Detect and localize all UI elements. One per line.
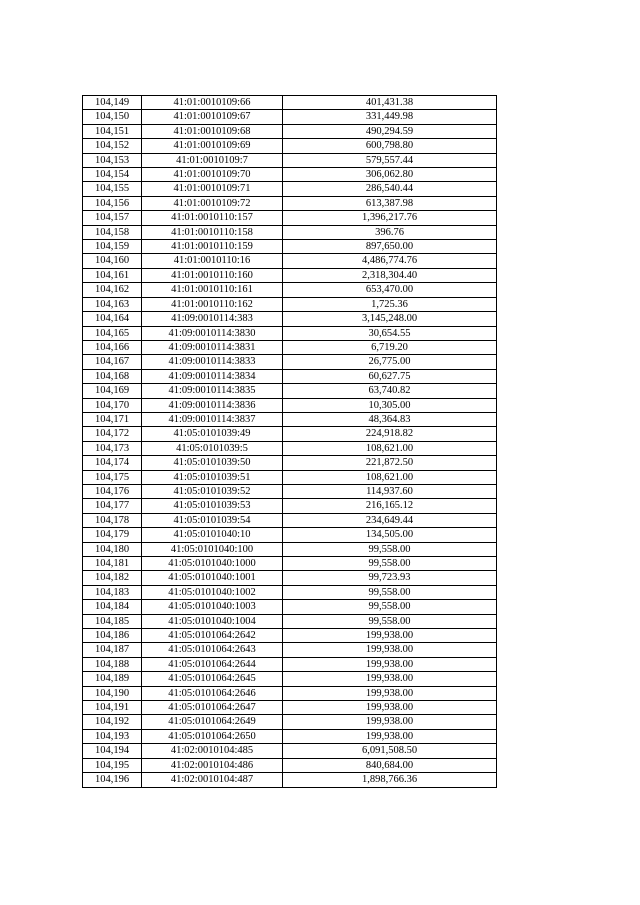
cadastral-number-cell: 41:01:0010110:159 xyxy=(142,240,283,254)
row-number-cell: 104,195 xyxy=(83,758,142,772)
cadastral-number-cell: 41:05:0101064:2645 xyxy=(142,672,283,686)
cadastral-number-cell: 41:01:0010109:70 xyxy=(142,168,283,182)
row-number-cell: 104,152 xyxy=(83,139,142,153)
value-cell: 99,558.00 xyxy=(283,557,497,571)
table-row xyxy=(83,701,497,715)
value-cell: 286,540.44 xyxy=(283,182,497,196)
cadastral-number-cell: 41:01:0010109:68 xyxy=(142,124,283,138)
row-number-cell: 104,163 xyxy=(83,297,142,311)
cadastral-number-cell: 41:01:0010110:161 xyxy=(142,283,283,297)
table-row xyxy=(83,557,497,571)
value-cell: 396.76 xyxy=(283,225,497,239)
cadastral-number-cell: 41:05:0101039:52 xyxy=(142,484,283,498)
table-row xyxy=(83,744,497,758)
value-cell: 216,165.12 xyxy=(283,499,497,513)
cadastral-number-cell: 41:05:0101064:2649 xyxy=(142,715,283,729)
cadastral-number-cell: 41:09:0010114:3834 xyxy=(142,369,283,383)
cadastral-number-cell: 41:05:0101064:2647 xyxy=(142,701,283,715)
row-number-cell: 104,153 xyxy=(83,153,142,167)
table-row xyxy=(83,326,497,340)
table-row xyxy=(83,369,497,383)
value-cell: 199,938.00 xyxy=(283,729,497,743)
table-row xyxy=(83,657,497,671)
row-number-cell: 104,182 xyxy=(83,571,142,585)
value-cell: 306,062.80 xyxy=(283,168,497,182)
table-row xyxy=(83,384,497,398)
row-number-cell: 104,196 xyxy=(83,773,142,787)
row-number-cell: 104,190 xyxy=(83,686,142,700)
table-row xyxy=(83,96,497,110)
table-row xyxy=(83,110,497,124)
row-number-cell: 104,165 xyxy=(83,326,142,340)
value-cell: 99,558.00 xyxy=(283,542,497,556)
row-number-cell: 104,178 xyxy=(83,513,142,527)
row-number-cell: 104,189 xyxy=(83,672,142,686)
cadastral-number-cell: 41:01:0010109:71 xyxy=(142,182,283,196)
cadastral-number-cell: 41:05:0101064:2643 xyxy=(142,643,283,657)
row-number-cell: 104,167 xyxy=(83,355,142,369)
cadastral-number-cell: 41:02:0010104:486 xyxy=(142,758,283,772)
cadastral-number-cell: 41:05:0101039:54 xyxy=(142,513,283,527)
row-number-cell: 104,166 xyxy=(83,340,142,354)
cadastral-number-cell: 41:09:0010114:3836 xyxy=(142,398,283,412)
row-number-cell: 104,192 xyxy=(83,715,142,729)
value-cell: 3,145,248.00 xyxy=(283,312,497,326)
cadastral-number-cell: 41:05:0101064:2642 xyxy=(142,629,283,643)
table-row xyxy=(83,729,497,743)
table-row xyxy=(83,513,497,527)
cadastral-number-cell: 41:01:0010109:69 xyxy=(142,139,283,153)
value-cell: 490,294.59 xyxy=(283,124,497,138)
value-cell: 99,558.00 xyxy=(283,585,497,599)
value-cell: 30,654.55 xyxy=(283,326,497,340)
cadastral-number-cell: 41:09:0010114:3830 xyxy=(142,326,283,340)
cadastral-number-cell: 41:01:0010110:16 xyxy=(142,254,283,268)
table-row xyxy=(83,686,497,700)
table-row xyxy=(83,600,497,614)
row-number-cell: 104,176 xyxy=(83,484,142,498)
row-number-cell: 104,160 xyxy=(83,254,142,268)
value-cell: 840,684.00 xyxy=(283,758,497,772)
table-row xyxy=(83,254,497,268)
table-row xyxy=(83,240,497,254)
row-number-cell: 104,173 xyxy=(83,441,142,455)
table-row xyxy=(83,456,497,470)
cadastral-number-cell: 41:01:0010110:160 xyxy=(142,268,283,282)
value-cell: 600,798.80 xyxy=(283,139,497,153)
table-row xyxy=(83,484,497,498)
table-row xyxy=(83,124,497,138)
table-row xyxy=(83,355,497,369)
cadastral-number-cell: 41:05:0101039:49 xyxy=(142,427,283,441)
row-number-cell: 104,157 xyxy=(83,211,142,225)
table-row xyxy=(83,153,497,167)
cadastral-number-cell: 41:02:0010104:487 xyxy=(142,773,283,787)
table-row xyxy=(83,139,497,153)
cadastral-number-cell: 41:01:0010109:7 xyxy=(142,153,283,167)
row-number-cell: 104,149 xyxy=(83,96,142,110)
row-number-cell: 104,181 xyxy=(83,557,142,571)
table-row xyxy=(83,268,497,282)
table-row xyxy=(83,542,497,556)
cadastral-number-cell: 41:09:0010114:383 xyxy=(142,312,283,326)
value-cell: 199,938.00 xyxy=(283,701,497,715)
row-number-cell: 104,171 xyxy=(83,412,142,426)
value-cell: 4,486,774.76 xyxy=(283,254,497,268)
cadastral-number-cell: 41:01:0010110:158 xyxy=(142,225,283,239)
row-number-cell: 104,175 xyxy=(83,470,142,484)
table-row xyxy=(83,427,497,441)
table-row xyxy=(83,340,497,354)
row-number-cell: 104,169 xyxy=(83,384,142,398)
cadastral-number-cell: 41:05:0101039:5 xyxy=(142,441,283,455)
row-number-cell: 104,185 xyxy=(83,614,142,628)
table-row xyxy=(83,672,497,686)
value-cell: 234,649.44 xyxy=(283,513,497,527)
row-number-cell: 104,154 xyxy=(83,168,142,182)
value-cell: 199,938.00 xyxy=(283,643,497,657)
table-row xyxy=(83,528,497,542)
cadastral-number-cell: 41:01:0010109:67 xyxy=(142,110,283,124)
cadastral-number-cell: 41:05:0101040:1002 xyxy=(142,585,283,599)
table-row xyxy=(83,571,497,585)
cadastral-number-cell: 41:05:0101064:2644 xyxy=(142,657,283,671)
row-number-cell: 104,170 xyxy=(83,398,142,412)
cadastral-number-cell: 41:09:0010114:3837 xyxy=(142,412,283,426)
cadastral-number-cell: 41:01:0010110:157 xyxy=(142,211,283,225)
row-number-cell: 104,193 xyxy=(83,729,142,743)
table-row xyxy=(83,499,497,513)
table-row xyxy=(83,196,497,210)
value-cell: 6,719.20 xyxy=(283,340,497,354)
value-cell: 401,431.38 xyxy=(283,96,497,110)
table-row xyxy=(83,412,497,426)
value-cell: 10,305.00 xyxy=(283,398,497,412)
cadastral-number-cell: 41:05:0101064:2646 xyxy=(142,686,283,700)
table-row xyxy=(83,470,497,484)
row-number-cell: 104,164 xyxy=(83,312,142,326)
cadastral-number-cell: 41:05:0101040:10 xyxy=(142,528,283,542)
cadastral-number-cell: 41:05:0101040:1004 xyxy=(142,614,283,628)
value-cell: 99,723.93 xyxy=(283,571,497,585)
cadastral-number-cell: 41:09:0010114:3833 xyxy=(142,355,283,369)
value-cell: 199,938.00 xyxy=(283,686,497,700)
cadastral-number-cell: 41:09:0010114:3831 xyxy=(142,340,283,354)
row-number-cell: 104,161 xyxy=(83,268,142,282)
value-cell: 108,621.00 xyxy=(283,441,497,455)
value-cell: 114,937.60 xyxy=(283,484,497,498)
value-cell: 60,627.75 xyxy=(283,369,497,383)
table-row xyxy=(83,225,497,239)
row-number-cell: 104,150 xyxy=(83,110,142,124)
value-cell: 224,918.82 xyxy=(283,427,497,441)
row-number-cell: 104,186 xyxy=(83,629,142,643)
value-cell: 48,364.83 xyxy=(283,412,497,426)
table-row xyxy=(83,211,497,225)
value-cell: 2,318,304.40 xyxy=(283,268,497,282)
value-cell: 99,558.00 xyxy=(283,614,497,628)
row-number-cell: 104,151 xyxy=(83,124,142,138)
row-number-cell: 104,179 xyxy=(83,528,142,542)
cadastral-value-table xyxy=(82,95,497,788)
row-number-cell: 104,159 xyxy=(83,240,142,254)
row-number-cell: 104,174 xyxy=(83,456,142,470)
row-number-cell: 104,162 xyxy=(83,283,142,297)
table-body xyxy=(83,96,497,788)
table-row xyxy=(83,773,497,787)
row-number-cell: 104,187 xyxy=(83,643,142,657)
table-row xyxy=(83,629,497,643)
cadastral-number-cell: 41:01:0010109:72 xyxy=(142,196,283,210)
cadastral-number-cell: 41:05:0101040:1003 xyxy=(142,600,283,614)
cadastral-number-cell: 41:01:0010109:66 xyxy=(142,96,283,110)
cadastral-number-cell: 41:05:0101040:100 xyxy=(142,542,283,556)
cadastral-number-cell: 41:05:0101040:1000 xyxy=(142,557,283,571)
row-number-cell: 104,155 xyxy=(83,182,142,196)
value-cell: 1,396,217.76 xyxy=(283,211,497,225)
value-cell: 63,740.82 xyxy=(283,384,497,398)
table-row xyxy=(83,182,497,196)
cadastral-number-cell: 41:09:0010114:3835 xyxy=(142,384,283,398)
cadastral-number-cell: 41:05:0101064:2650 xyxy=(142,729,283,743)
table-row xyxy=(83,297,497,311)
value-cell: 134,505.00 xyxy=(283,528,497,542)
value-cell: 653,470.00 xyxy=(283,283,497,297)
cadastral-number-cell: 41:05:0101039:50 xyxy=(142,456,283,470)
value-cell: 331,449.98 xyxy=(283,110,497,124)
cadastral-number-cell: 41:02:0010104:485 xyxy=(142,744,283,758)
value-cell: 1,725.36 xyxy=(283,297,497,311)
table-row xyxy=(83,715,497,729)
row-number-cell: 104,168 xyxy=(83,369,142,383)
value-cell: 199,938.00 xyxy=(283,672,497,686)
table-row xyxy=(83,758,497,772)
value-cell: 99,558.00 xyxy=(283,600,497,614)
value-cell: 579,557.44 xyxy=(283,153,497,167)
table-row xyxy=(83,643,497,657)
table-row xyxy=(83,312,497,326)
row-number-cell: 104,183 xyxy=(83,585,142,599)
value-cell: 613,387.98 xyxy=(283,196,497,210)
value-cell: 26,775.00 xyxy=(283,355,497,369)
row-number-cell: 104,156 xyxy=(83,196,142,210)
table-row xyxy=(83,585,497,599)
value-cell: 221,872.50 xyxy=(283,456,497,470)
table-row xyxy=(83,168,497,182)
table-row xyxy=(83,398,497,412)
row-number-cell: 104,194 xyxy=(83,744,142,758)
cadastral-number-cell: 41:05:0101039:51 xyxy=(142,470,283,484)
cadastral-number-cell: 41:05:0101040:1001 xyxy=(142,571,283,585)
value-cell: 199,938.00 xyxy=(283,715,497,729)
row-number-cell: 104,184 xyxy=(83,600,142,614)
value-cell: 897,650.00 xyxy=(283,240,497,254)
value-cell: 6,091,508.50 xyxy=(283,744,497,758)
row-number-cell: 104,191 xyxy=(83,701,142,715)
table-row xyxy=(83,614,497,628)
row-number-cell: 104,172 xyxy=(83,427,142,441)
table-row xyxy=(83,283,497,297)
value-cell: 199,938.00 xyxy=(283,629,497,643)
row-number-cell: 104,158 xyxy=(83,225,142,239)
cadastral-number-cell: 41:05:0101039:53 xyxy=(142,499,283,513)
table-row xyxy=(83,441,497,455)
value-cell: 199,938.00 xyxy=(283,657,497,671)
value-cell: 1,898,766.36 xyxy=(283,773,497,787)
row-number-cell: 104,180 xyxy=(83,542,142,556)
cadastral-number-cell: 41:01:0010110:162 xyxy=(142,297,283,311)
row-number-cell: 104,188 xyxy=(83,657,142,671)
row-number-cell: 104,177 xyxy=(83,499,142,513)
value-cell: 108,621.00 xyxy=(283,470,497,484)
